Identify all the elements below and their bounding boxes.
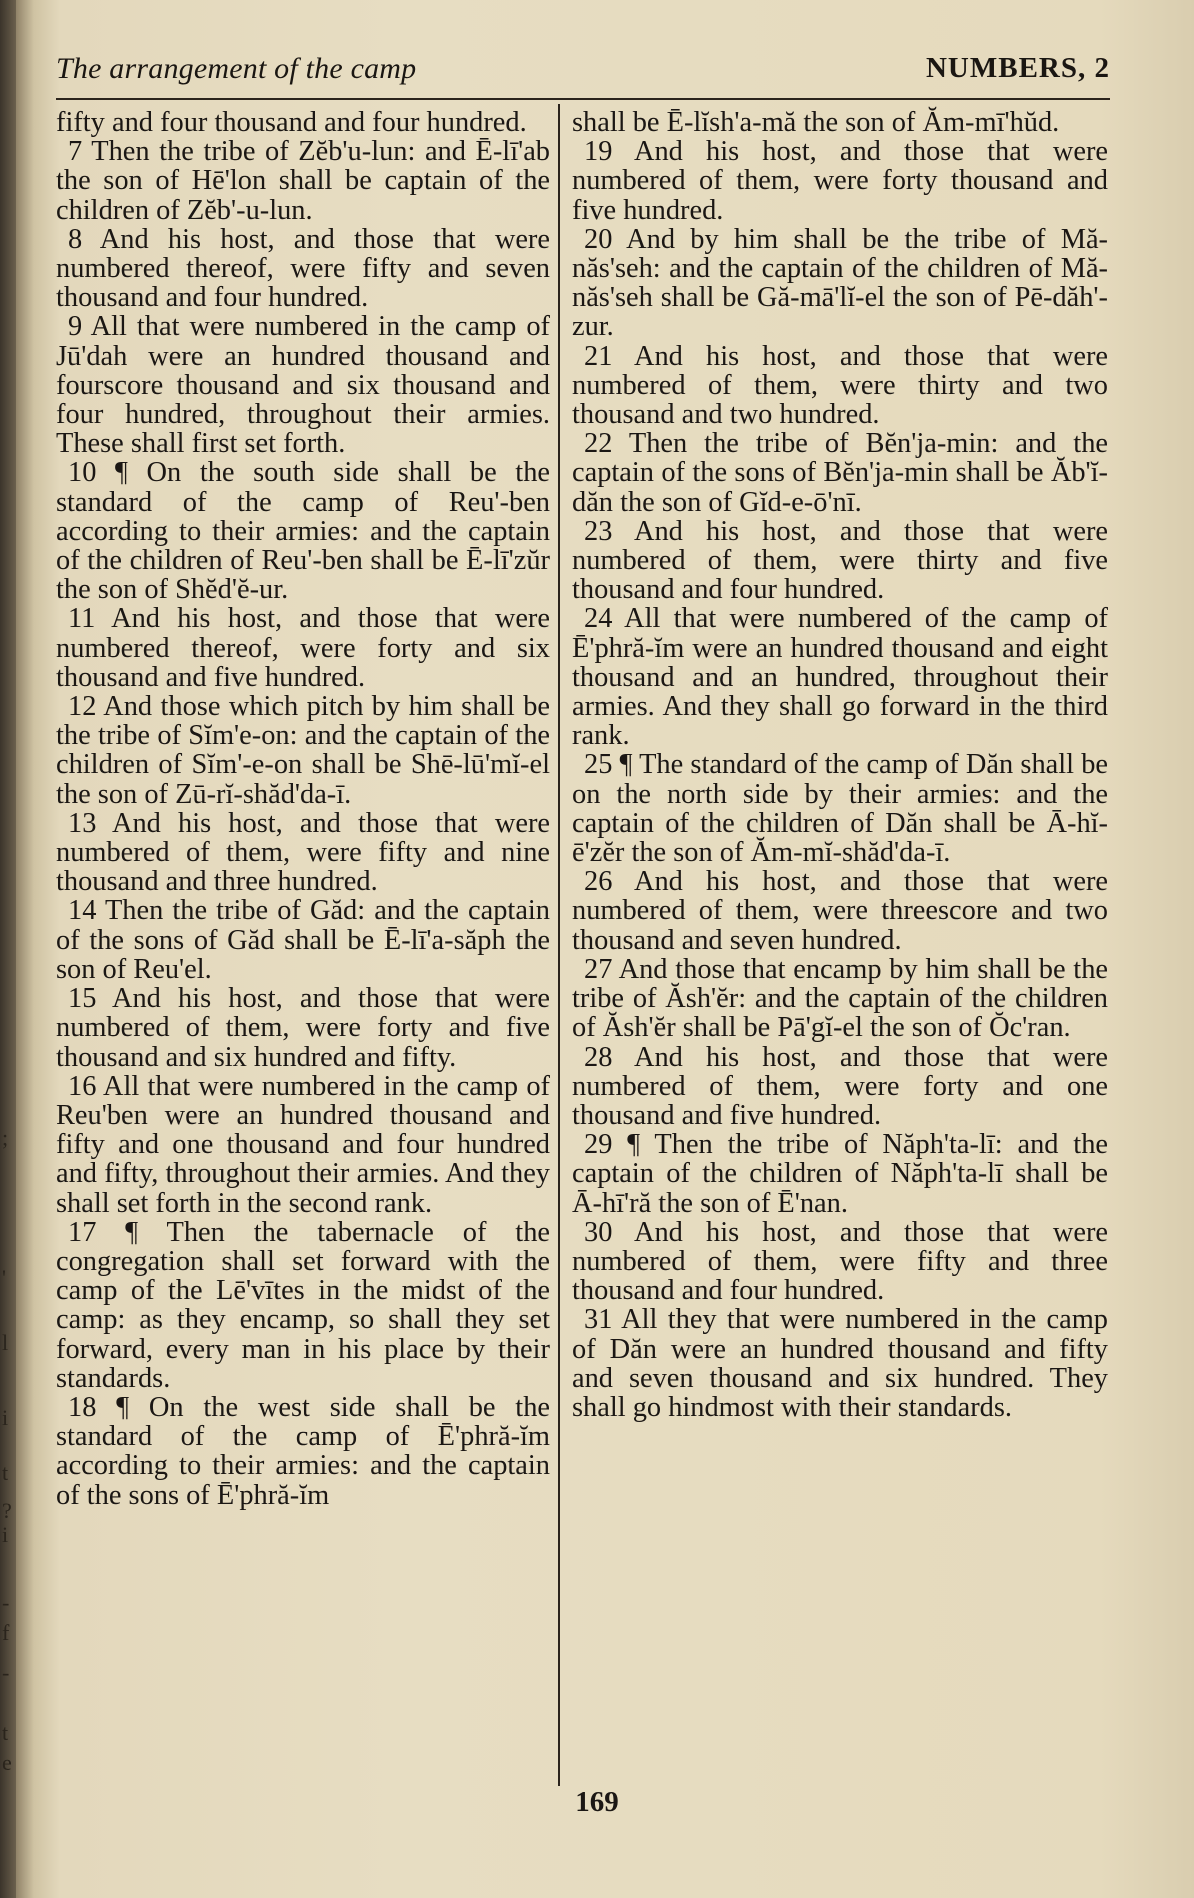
- verse: 30 And his host, and those that were numbered of them, were fifty and three thousand and four hundred.: [572, 1216, 1108, 1307]
- verse: 22 Then the tribe of Bĕn'ja-min: and the captain of the sons of Bĕn'ja-min shall be Ăb'ĭ-dăn the son of Gĭd-e-ō'nī.: [572, 428, 1108, 518]
- verse: 12 And those which pitch by him shall be the tribe of Sĭm'e-on: and the captain of the children of Sĭm'-e-on shall be Shē-lū'mĭ-el the son of Zū-rĭ-shăd'da-ī.: [56, 691, 550, 810]
- edge-glyph: i: [2, 1405, 9, 1430]
- verse: 18 ¶ On the west side shall be the standard of the camp of Ē'phră-ĭm according to their armies: and the captain of the sons of Ē'phră-ĭm: [56, 1391, 550, 1511]
- edge-glyph: f: [2, 1620, 10, 1645]
- verse: 15 And his host, and those that were numbered of them, were forty and five thousand and six hundred and fifty.: [56, 983, 550, 1073]
- edge-glyph: -: [2, 1660, 10, 1685]
- verse: 16 All that were numbered in the camp of Reu'ben were an hundred thousand and fifty and one thousand and four hundred and fifty, throughout their armies. And they shall set forth in the second rank.: [56, 1070, 550, 1219]
- running-head-right: NUMBERS, 2: [925, 52, 1110, 84]
- verse: 7 Then the tribe of Zĕb'u-lun: and Ē-lī'ab the son of Hē'lon shall be captain of the children of Zĕb'-u-lun.: [56, 136, 550, 226]
- verse: 27 And those that encamp by him shall be the tribe of Ăsh'ĕr: and the captain of the children of Ăsh'ĕr shall be Pā'gĭ-el the son of Ŏc'ran.: [572, 953, 1108, 1044]
- adjacent-page-edge-glyphs: [2, 0, 16, 1898]
- right-column: [572, 108, 1108, 1422]
- verse: 28 And his host, and those that were numbered of them, were forty and one thousand and five hundred.: [572, 1041, 1108, 1131]
- verse: 10 ¶ On the south side shall be the standard of the camp of Reu'-ben according to their armies: and the captain of the children of Reu'-ben shall be Ē-lī'zŭr the son of Shĕd'ĕ-ur.: [56, 457, 550, 606]
- edge-glyph: t: [2, 1720, 9, 1745]
- verse: 9 All that were numbered in the camp of Jū'dah were an hundred thousand and fourscore thousand and six thousand and four hundred, throughout their armies. These shall first set forth.: [56, 311, 550, 460]
- edge-glyph: i: [2, 1522, 9, 1547]
- verse: 8 And his host, and those that were numbered thereof, were fifty and seven thousand and four hundred.: [56, 223, 550, 314]
- header-rule: [56, 98, 1110, 100]
- left-column: [56, 108, 550, 1510]
- verse: fifty and four thousand and four hundred.: [56, 107, 527, 138]
- verse: 20 And by him shall be the tribe of Mă-năs'seh: and the captain of the children of Mă-năs'seh shall be Gă-mā'lĭ-el the son of Pē-dăh'-zur.: [572, 223, 1108, 343]
- verse: 11 And his host, and those that were numbered thereof, were forty and six thousand and five hundred.: [56, 603, 550, 693]
- verse: 26 And his host, and those that were numbered of them, were threescore and two thousand and seven hundred.: [572, 866, 1108, 956]
- verse: 23 And his host, and those that were numbered of them, were thirty and five thousand and four hundred.: [572, 515, 1108, 606]
- running-head-left: The arrangement of the camp: [56, 52, 417, 85]
- page-number: 169: [575, 1786, 619, 1818]
- edge-glyph: ': [2, 1265, 6, 1290]
- verse: 13 And his host, and those that were numbered of them, were fifty and nine thousand and three hundred.: [56, 807, 550, 898]
- edge-glyph: e: [2, 1750, 12, 1775]
- verse: 21 And his host, and those that were numbered of them, were thirty and two thousand and two hundred.: [572, 340, 1108, 431]
- column-divider: [558, 104, 560, 1786]
- verse: 17 ¶ Then the tabernacle of the congregation shall set forward with the camp of the Lē'vītes in the midst of the camp: as they encamp, so shall they set forward, every man in his place by their standards.: [56, 1216, 550, 1394]
- verse: shall be Ē-lĭsh'a-mă the son of Ăm-mī'hŭd.: [572, 107, 1060, 138]
- verse: 25 ¶ The standard of the camp of Dăn shall be on the north side by their armies: and the captain of the children of Dăn shall be Ā-hĭ-ē'zĕr the son of Ăm-mĭ-shăd'da-ī.: [572, 749, 1108, 869]
- verse: 29 ¶ Then the tribe of Năph'ta-lī: and the captain of the children of Năph'ta-lī shall be Ā-hī'ră the son of Ē'nan.: [572, 1129, 1108, 1219]
- running-head: [56, 52, 1110, 92]
- edge-glyph: ;: [2, 1125, 9, 1150]
- verse: 24 All that were numbered of the camp of Ē'phră-ĭm were an hundred thousand and eight thousand and an hundred, throughout their armies. And they shall go forward in the third rank.: [572, 603, 1108, 752]
- edge-glyph: ?: [2, 1498, 12, 1523]
- edge-glyph: t: [2, 1460, 9, 1485]
- verse: 14 Then the tribe of Găd: and the captain of the sons of Găd shall be Ē-lī'a-săph the son of Reu'el.: [56, 895, 550, 985]
- edge-glyph: -: [2, 1590, 10, 1615]
- verse: 19 And his host, and those that were numbered of them, were forty thousand and five hundred.: [572, 136, 1108, 226]
- edge-glyph: l: [2, 1330, 9, 1355]
- verse: 31 All they that were numbered in the camp of Dăn were an hundred thousand and fifty and seven thousand and six hundred. They shall go hindmost with their standards.: [572, 1304, 1108, 1423]
